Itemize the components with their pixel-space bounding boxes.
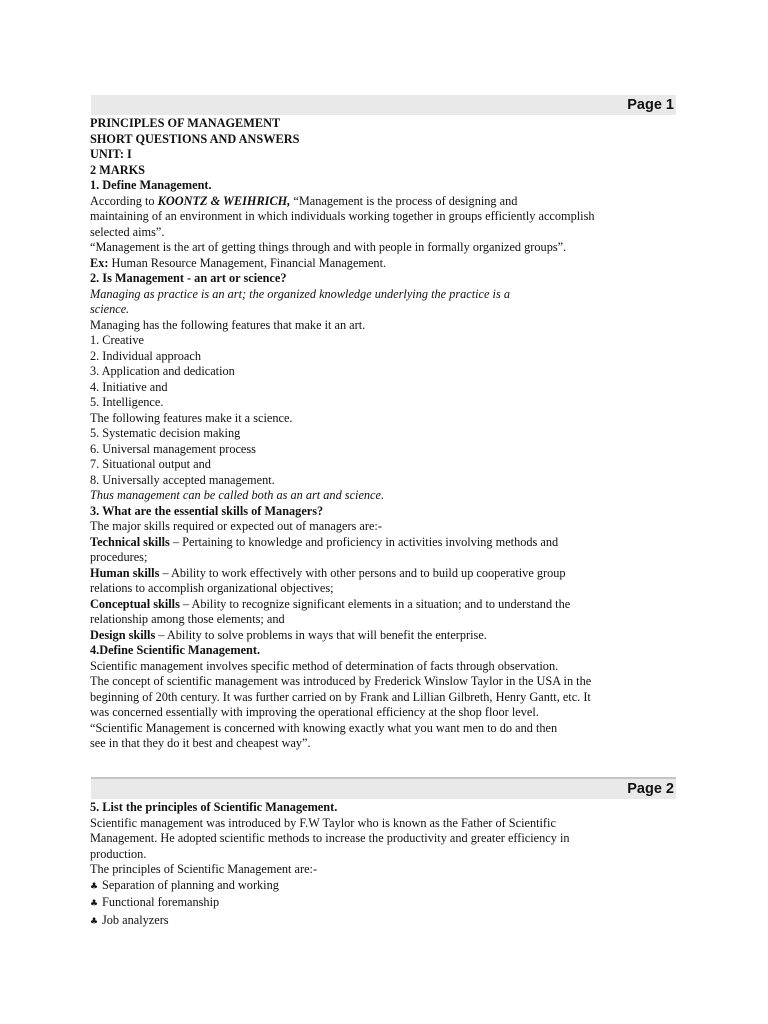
art-intro: Managing has the following features that make it an art. <box>90 317 366 332</box>
design-skills <box>90 628 650 644</box>
skill-label: Design skills <box>90 627 156 642</box>
list-item: 4. Initiative and <box>90 379 168 394</box>
answer-5-line: production. <box>90 846 147 861</box>
answer-4-quote: see in that they do it best and cheapest way”. <box>90 736 311 750</box>
answer-2-italic: science. <box>90 302 130 316</box>
skill-text: – Ability to solve problems in ways that will benefit the enterprise. <box>155 627 487 642</box>
definition-part: “Management is the process of designing and <box>290 193 518 208</box>
skill-text-cont: relations to accomplish organizational objectives; <box>90 581 334 595</box>
list-item: 7. Situational output and <box>90 457 211 471</box>
page-number: Page 1 <box>627 97 674 113</box>
club-bullet-icon: ♣ <box>90 916 99 927</box>
answer-2-italic: Managing as practice is an art; the organized knowledge underlying the practice is a <box>90 286 510 301</box>
marks-heading: 2 MARKS <box>90 162 145 177</box>
skill-label: Conceptual skills <box>90 596 180 611</box>
question-5: 5. List the principles of Scientific Management. <box>90 800 338 814</box>
skill-label: Technical skills <box>90 534 170 549</box>
answer-1-line <box>90 194 650 210</box>
answer-4-line: was concerned essentially with improving the operational efficiency at the shop floor level. <box>90 705 539 719</box>
list-item-text: Job analyzers <box>102 912 169 927</box>
answer-2-conclusion: Thus management can be called both as an art and science. <box>90 488 385 502</box>
list-item: 5. Intelligence. <box>90 395 164 409</box>
human-skills <box>90 566 650 582</box>
list-item: 5. Systematic decision making <box>90 426 241 440</box>
page-2-header <box>91 777 676 799</box>
question-1: 1. Define Management. <box>90 178 212 192</box>
document-title: PRINCIPLES OF MANAGEMENT <box>90 116 281 130</box>
question-4: 4.Define Scientific Management. <box>90 643 261 657</box>
skill-text: – Pertaining to knowledge and proficiency in activities involving methods and <box>169 534 559 549</box>
club-bullet-icon: ♣ <box>90 899 99 909</box>
document-subtitle: SHORT QUESTIONS AND ANSWERS <box>90 131 300 146</box>
according-prefix: According to <box>90 193 158 208</box>
list-item: 6. Universal management process <box>90 441 256 456</box>
answer-4-line: beginning of 20th century. It was further carried on by Frank and Lillian Gilbreth, Henry Gantt, etc. It <box>90 689 591 704</box>
skill-text-cont: relationship among those elements; and <box>90 612 285 626</box>
answer-4-quote: “Scientific Management is concerned with knowing exactly what you want men to do and then <box>90 720 558 735</box>
answer-4-line: Scientific management involves specific method of determination of facts through observation. <box>90 658 559 673</box>
list-item: 3. Application and dedication <box>90 364 235 378</box>
science-intro: The following features make it a science. <box>90 410 293 425</box>
list-item: 8. Universally accepted management. <box>90 472 275 487</box>
answer-4-line: The concept of scientific management was introduced by Frederick Winslow Taylor in the USA in the <box>90 674 592 688</box>
example-label: Ex: <box>90 255 109 270</box>
list-item <box>90 878 650 896</box>
skill-text: – Ability to recognize significant elements in a situation; and to understand the <box>179 596 571 611</box>
list-item-text: Functional foremanship <box>102 895 220 909</box>
answer-1-definition-2: “Management is the art of getting things through and with people in formally organized groups”. <box>90 240 567 254</box>
list-item: 1. Creative <box>90 333 144 347</box>
answer-1-line: maintaining of an environment in which individuals working together in groups efficiently accomplish <box>90 209 595 223</box>
list-item: 2. Individual approach <box>90 348 201 363</box>
page-1-header <box>91 95 676 115</box>
club-bullet-icon: ♣ <box>90 881 99 892</box>
authors: KOONTZ & WEIHRICH, <box>157 193 291 208</box>
list-item <box>90 913 650 931</box>
list-item-text: Separation of planning and working <box>102 877 279 892</box>
page-number: Page 2 <box>627 781 674 797</box>
technical-skills <box>90 535 650 551</box>
question-3: 3. What are the essential skills of Managers? <box>90 503 324 518</box>
skill-text-cont: procedures; <box>90 550 148 564</box>
skill-label: Human skills <box>90 565 160 580</box>
example-text: Human Resource Management, Financial Management. <box>108 255 387 270</box>
answer-5-line: Management. He adopted scientific methods to increase the productivity and greater efficiency in <box>90 831 570 845</box>
answer-5-line: Scientific management was introduced by F.W Taylor who is known as the Father of Scientific <box>90 815 556 830</box>
conceptual-skills <box>90 597 650 613</box>
unit-heading: UNIT: I <box>90 147 132 161</box>
answer-1-example <box>90 256 650 272</box>
page-2-content <box>90 800 650 930</box>
answer-3-intro: The major skills required or expected out of managers are:- <box>90 519 382 533</box>
question-2: 2. Is Management - an art or science? <box>90 271 287 285</box>
answer-1-line: selected aims”. <box>90 224 165 239</box>
answer-5-intro: The principles of Scientific Management are:- <box>90 862 318 876</box>
skill-text: – Ability to work effectively with other persons and to build up cooperative group <box>159 565 566 580</box>
page-1-content <box>90 116 650 752</box>
list-item <box>90 895 650 913</box>
